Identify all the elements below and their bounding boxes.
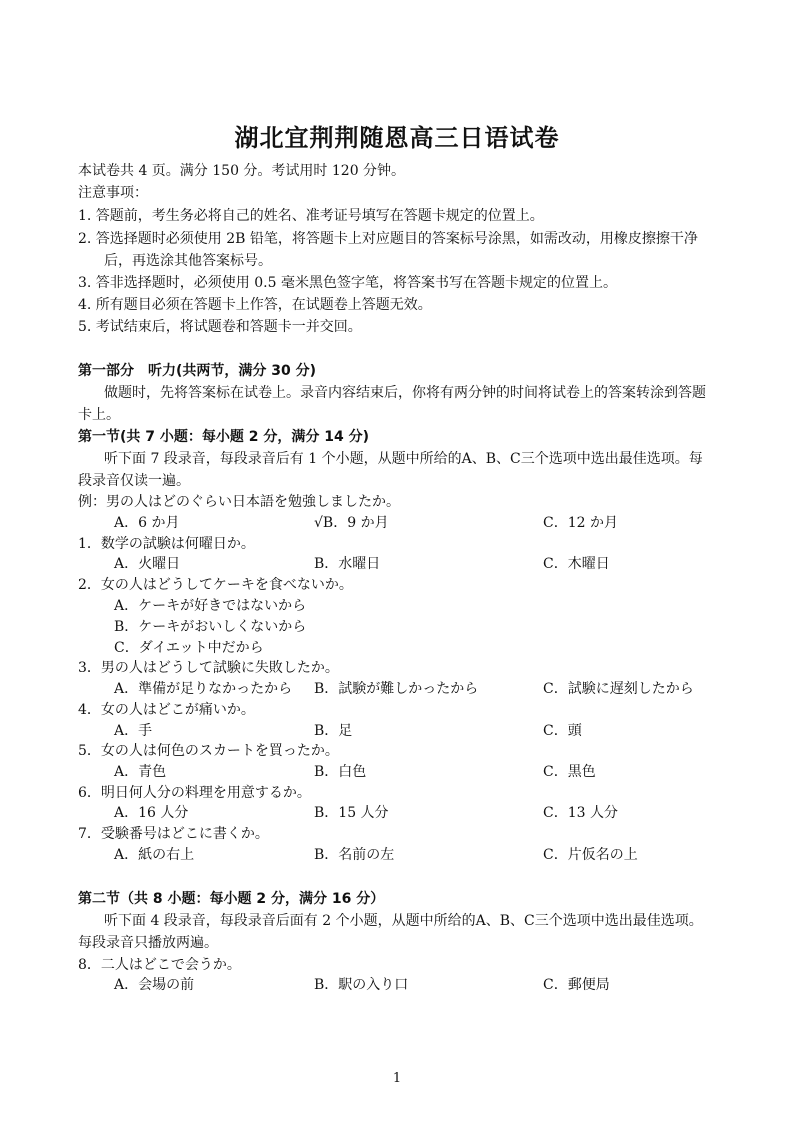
question-2: 2．女の人はどうしてケーキを食べないか。 xyxy=(78,577,353,593)
question-4: 4．女の人はどこが痛いか。 xyxy=(78,702,255,718)
option-c: C．頭 xyxy=(543,723,582,739)
option-b: B．水曜日 xyxy=(314,556,381,572)
section2-heading: 第二节（共 8 小题：每小题 2 分，满分 16 分） xyxy=(78,891,385,907)
option-a: A．ケーキが好きではないから xyxy=(114,598,307,614)
option-a: A．16 人分 xyxy=(114,805,189,821)
option-a: A．6 か月 xyxy=(114,515,180,531)
option-b: B．15 人分 xyxy=(314,805,389,821)
option-c: C．黒色 xyxy=(543,764,596,780)
option-b: B．名前の左 xyxy=(314,847,395,863)
question-3-options xyxy=(0,679,794,699)
note-item: 3. 答非选择题时，必须使用 0.5 毫米黑色签字笔，将答案书写在答题卡规定的位置上。 xyxy=(78,275,617,291)
question-5-options xyxy=(0,762,794,782)
question-5: 5．女の人は何色のスカートを買ったか。 xyxy=(78,743,339,759)
note-item: 1. 答题前，考生务必将自己的姓名、准考证号填写在答题卡规定的位置上。 xyxy=(78,208,544,224)
option-a: A．手 xyxy=(114,723,153,739)
question-6: 6．明日何人分の料理を用意するか。 xyxy=(78,785,311,801)
option-c: C．ダイエット中だから xyxy=(114,640,264,656)
example-question: 例：男の人はどのぐらい日本語を勉強しましたか。 xyxy=(78,494,400,510)
option-a: A．火曜日 xyxy=(114,556,181,572)
question-7: 7．受験番号はどこに書くか。 xyxy=(78,826,269,842)
question-7-options xyxy=(0,845,794,865)
option-c: C．12 か月 xyxy=(543,515,618,531)
example-options xyxy=(0,513,794,533)
question-1-options xyxy=(0,554,794,574)
option-b: B．駅の入り口 xyxy=(314,977,409,993)
page-title: 湖北宜荆荆随恩高三日语试卷 xyxy=(234,124,560,152)
option-c: C．試験に遅刻したから xyxy=(543,681,694,697)
part1-heading: 第一部分 听力(共两节，满分 30 分) xyxy=(78,363,317,379)
section1-heading: 第一节(共 7 小题：每小题 2 分，满分 14 分) xyxy=(78,429,370,445)
option-a: A．青色 xyxy=(114,764,167,780)
note-item: 2. 答选择题时必须使用 2B 铅笔，将答题卡上对应题目的答案标号涂黑，如需改动，用橡皮擦擦干净 xyxy=(78,231,698,247)
option-b: B．ケーキがおいしくないから xyxy=(114,619,307,635)
note-item: 4. 所有题目必须在答题卡上作答，在试题卷上答题无效。 xyxy=(78,297,432,313)
option-a: A．会場の前 xyxy=(114,977,195,993)
option-a: A．準備が足りなかったから xyxy=(114,681,293,697)
option-c: C．郵便局 xyxy=(543,977,610,993)
option-c: C．木曜日 xyxy=(543,556,610,572)
page-number: 1 xyxy=(392,1071,402,1086)
section1-desc: 听下面 7 段录音，每段录音后有 1 个小题，从题中所给的A、B、C三个选项中选出最佳选项。每 xyxy=(104,451,703,467)
question-8-options xyxy=(0,975,794,995)
option-b: B．白色 xyxy=(314,764,367,780)
option-c: C．13 人分 xyxy=(543,805,618,821)
option-b: B．試験が難しかったから xyxy=(314,681,479,697)
option-b: B．足 xyxy=(314,723,353,739)
option-c: C．片仮名の上 xyxy=(543,847,638,863)
note-item: 5. 考试结束后，将试题卷和答题卡一并交回。 xyxy=(78,319,362,335)
notes-heading: 注意事项： xyxy=(78,185,148,201)
question-4-options xyxy=(0,721,794,741)
question-6-options xyxy=(0,803,794,823)
section2-desc-cont: 每段录音只播放两遍。 xyxy=(78,935,218,951)
option-a: A．紙の右上 xyxy=(114,847,195,863)
question-8: 8．二人はどこで会うか。 xyxy=(78,957,241,973)
part1-desc: 做题时，先将答案标在试卷上。录音内容结束后，你将有两分钟的时间将试卷上的答案转涂到答题 xyxy=(104,385,706,401)
note-item-continuation: 后，再选涂其他答案标号。 xyxy=(104,253,272,269)
section1-desc-cont: 段录音仅读一遍。 xyxy=(78,473,190,489)
question-3: 3．男の人はどうして試験に失敗したか。 xyxy=(78,660,339,676)
option-b-checked: √B．9 か月 xyxy=(314,515,389,531)
section2-desc: 听下面 4 段录音，每段录音后面有 2 个小题，从题中所给的A、B、C三个选项中选出最佳选项。 xyxy=(104,913,703,929)
question-1: 1．数学の試験は何曜日か。 xyxy=(78,536,255,552)
exam-info: 本试卷共 4 页。满分 150 分。考试用时 120 分钟。 xyxy=(78,163,406,179)
part1-desc-cont: 卡上。 xyxy=(78,407,120,423)
